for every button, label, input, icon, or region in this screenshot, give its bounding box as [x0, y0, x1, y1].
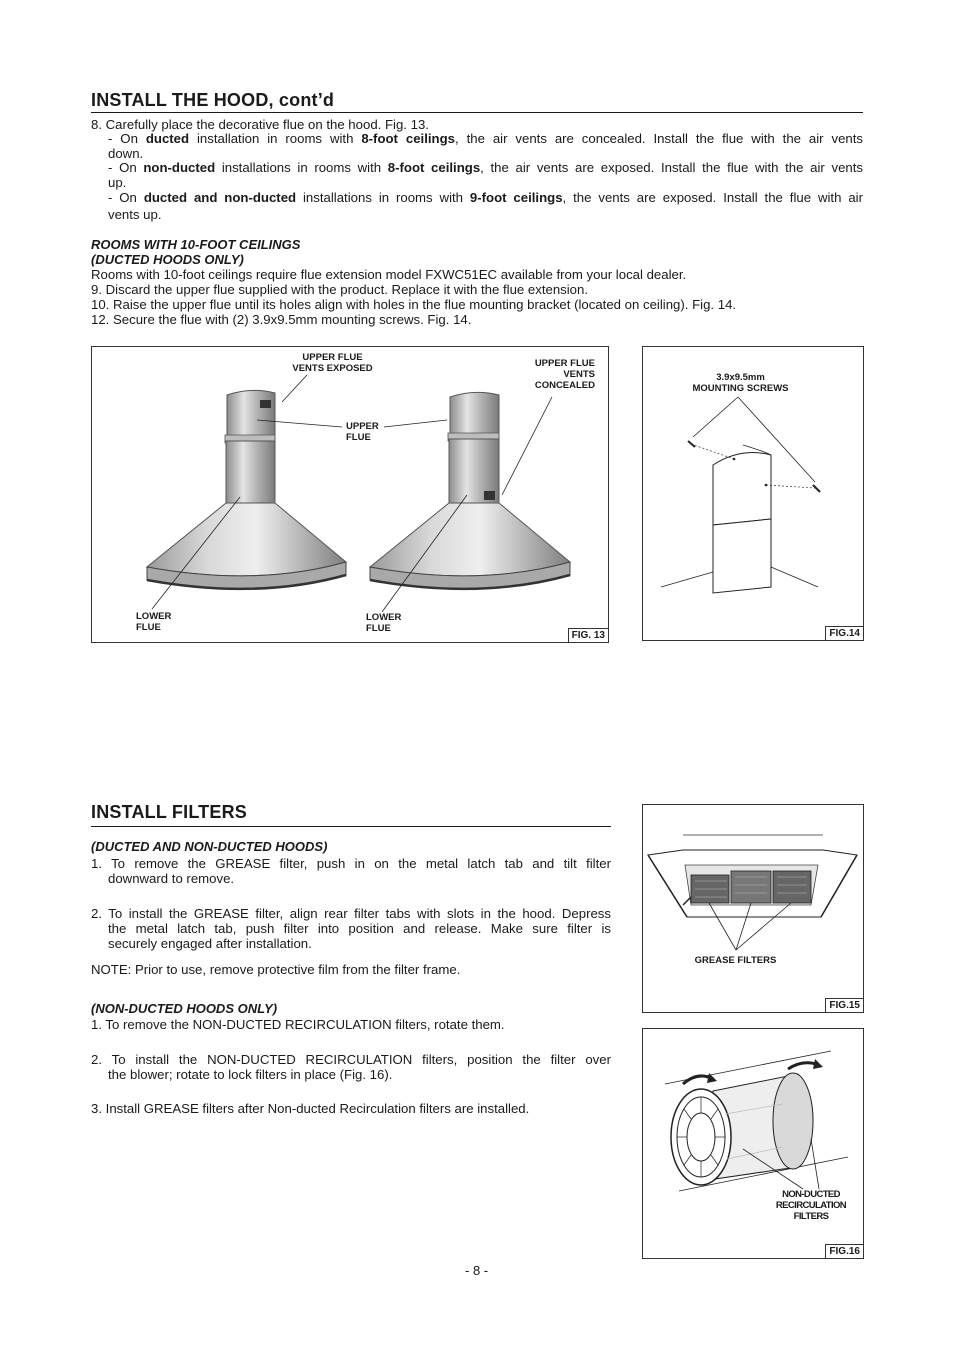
vent-concealed	[484, 491, 495, 500]
rooms-10-line-4: 12. Secure the flue with (2) 3.9x9.5mm mounting screws. Fig. 14.	[91, 312, 472, 327]
rooms-10-heading: ROOMS WITH 10-FOOT CEILINGS	[91, 237, 301, 252]
text: installation in rooms with	[189, 131, 362, 146]
filter-note: NOTE: Prior to use, remove protective film from the filter frame.	[91, 962, 461, 977]
page-number: - 8 -	[465, 1263, 489, 1278]
label-line: RECIRCULATION	[775, 1200, 847, 1211]
figure-16	[642, 1028, 864, 1259]
figure-14	[642, 346, 864, 641]
rooms-10-line-3: 10. Raise the upper flue until its holes align with holes in the flue mounting bracket (located on ceiling). Fig. 14.	[91, 297, 737, 312]
text: installations in rooms with	[215, 160, 388, 175]
label-line: FLUE	[366, 623, 391, 634]
section-title-install-filters: INSTALL FILTERS	[91, 802, 247, 822]
section-rule	[91, 112, 863, 113]
label-lower-flue-left	[136, 611, 171, 633]
figure-16-tag: FIG.16	[825, 1244, 864, 1259]
hood-right	[370, 392, 570, 588]
figure-15-drawing	[643, 805, 863, 1012]
nonducted-step-2-line-2: the blower; rotate to lock filters in place (Fig. 16).	[108, 1067, 393, 1082]
nonducted-step-2-line-1: 2. To install the NON-DUCTED RECIRCULATION filters, position the filter over	[91, 1052, 611, 1067]
label-line: CONCEALED	[534, 380, 595, 391]
section-rule	[91, 826, 611, 827]
filter-step-2-line-2: the metal latch tab, push filter into position and release. Make sure filter is	[108, 921, 611, 936]
label-line: VENTS	[563, 369, 595, 380]
filter-panels	[683, 871, 811, 905]
label-line: VENTS EXPOSED	[292, 363, 373, 374]
label-line: FLUE	[346, 432, 371, 443]
flue-bracket	[713, 445, 771, 593]
recirculation-filter	[671, 1073, 813, 1185]
step-8-9foot-line	[108, 190, 863, 205]
bold-text: ducted and non-ducted	[143, 190, 297, 205]
text: - On	[108, 160, 144, 175]
bold-text: non-ducted	[143, 160, 216, 175]
vent-exposed	[260, 400, 271, 408]
label-recirculation-filters	[761, 1189, 861, 1222]
figure-13-drawing	[92, 347, 608, 642]
step-8-ducted-wrap: down.	[108, 146, 144, 161]
label-line: FILTERS	[793, 1211, 829, 1222]
step-8-9foot-wrap: vents up.	[108, 207, 162, 222]
label-line: UPPER FLUE	[534, 358, 595, 369]
rooms-10-line-1: Rooms with 10-foot ceilings require flue extension model FXWC51EC available from your local dealer.	[91, 267, 687, 282]
label-line: UPPER FLUE	[302, 352, 363, 363]
bold-text: ducted	[145, 131, 190, 146]
label-line: NON-DUCTED	[782, 1189, 840, 1200]
label-upper-flue	[346, 421, 379, 443]
label-vents-concealed	[492, 358, 595, 391]
text: , the air vents are concealed. Install the flue with the air vents	[454, 131, 864, 146]
text: installations in rooms with	[296, 190, 470, 205]
label-grease-filters: GREASE FILTERS	[694, 955, 777, 966]
figure-15-tag: FIG.15	[825, 998, 864, 1013]
bold-text: 8-foot ceilings	[387, 160, 481, 175]
step-8-nonducted-line	[108, 160, 863, 175]
section-title-install-hood: INSTALL THE HOOD, cont’d	[91, 90, 335, 110]
bold-text: 9-foot ceilings	[469, 190, 563, 205]
label-lower-flue-right	[366, 612, 401, 634]
figure-13-tag: FIG. 13	[568, 628, 609, 643]
label-mounting-screws	[673, 372, 808, 394]
label-vents-exposed	[270, 352, 395, 374]
nonducted-step-3: 3. Install GREASE filters after Non-ducted Recirculation filters are installed.	[91, 1101, 530, 1116]
figure-16-drawing	[643, 1029, 863, 1258]
filter-step-2-line-1: 2. To install the GREASE filter, align rear filter tabs with slots in the hood. Depress	[91, 906, 611, 921]
text: - On	[108, 131, 146, 146]
step-8-nonducted-wrap: up.	[108, 175, 127, 190]
hood-left	[147, 390, 346, 588]
label-line: MOUNTING SCREWS	[692, 383, 789, 394]
bold-text: 8-foot ceilings	[361, 131, 455, 146]
filter-step-1-line-1: 1. To remove the GREASE filter, push in on the metal latch tab and tilt filter	[91, 856, 611, 871]
text: , the vents are exposed. Install the flue with air	[562, 190, 863, 205]
step-8-intro: 8. Carefully place the decorative flue on the hood. Fig. 13.	[91, 117, 429, 132]
filter-step-2-line-3: securely engaged after installation.	[108, 936, 312, 951]
figure-14-tag: FIG.14	[825, 626, 864, 641]
label-line: FLUE	[136, 622, 161, 633]
step-8-ducted-line	[108, 131, 863, 146]
label-line: LOWER	[366, 612, 402, 623]
figure-15	[642, 804, 864, 1013]
filter-step-1-line-2: downward to remove.	[108, 871, 235, 886]
text: - On	[108, 190, 144, 205]
label-line: 3.9x9.5mm	[716, 372, 765, 383]
rooms-10-subheading: (DUCTED HOODS ONLY)	[91, 252, 244, 267]
rooms-10-line-2: 9. Discard the upper flue supplied with the product. Replace it with the flue extension.	[91, 282, 589, 297]
nonducted-step-1: 1. To remove the NON-DUCTED RECIRCULATION filters, rotate them.	[91, 1017, 505, 1032]
nonducted-heading: (NON-DUCTED HOODS ONLY)	[91, 1001, 278, 1016]
label-line: UPPER	[346, 421, 379, 432]
text: , the air vents are exposed. Install the flue with the air vents	[480, 160, 864, 175]
figure-13	[91, 346, 609, 643]
ducted-heading: (DUCTED AND NON-DUCTED HOODS)	[91, 839, 328, 854]
label-line: LOWER	[136, 611, 172, 622]
